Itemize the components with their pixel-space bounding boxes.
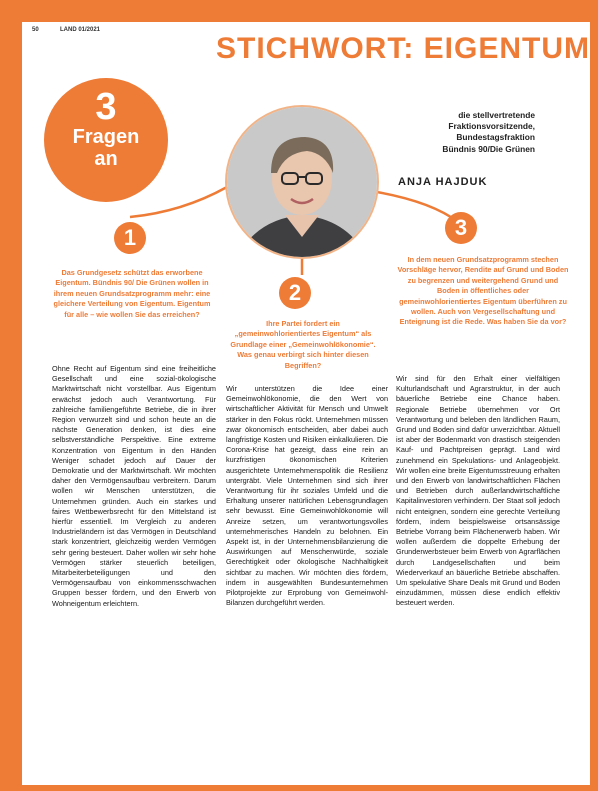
intro-line-1: die stellvertretende (458, 110, 535, 120)
question-number-1: 1 (114, 222, 146, 254)
section-title: STICHWORT: EIGENTUM (216, 32, 590, 65)
badge-number: 3 (95, 86, 117, 128)
magazine-page (22, 22, 590, 785)
page-number: 50 (32, 27, 39, 33)
intro-line-4: Bündnis 90/Die Grünen (442, 143, 535, 154)
question-1-text: Das Grundgesetz schützt das erworbene Eigentum. Bündnis 90/ Die Grünen wollen in ihrem neuen Grundsatzprogramm mehr: eine gleichere Verteilung von Eigentum. Eigentum für alle – wie wollen Sie das erreichen? (53, 268, 211, 319)
question-2-text: Ihre Partei fordert ein „gemeinwohlorientiertes Eigentum“ als Grundlage einer „Gemeinwohlökonomie“. Was genau verbirgt sich hinter diesen Begriffen? (230, 319, 376, 370)
three-questions-badge (44, 78, 168, 202)
intro-line-3: Bundestagsfraktion (456, 132, 535, 143)
answer-1-text: Ohne Recht auf Eigentum sind eine freiheitliche Gesellschaft und eine sozial-ökologische Marktwirtschaft nicht vorstellbar. Aus Eigentum erwächst jedoch auch Verantwortung. Für zahlreiche familiengeführte Betriebe, die in ihrer Region verwurzelt sind und schon heute an die nächste Generation denken, ist dies eine selbstverständliche Perspektive. Eine extreme Konzentration von Eigentum in den Händen Weniger schadet jedoch auf Dauer der Demokratie und der Marktwirtschaft. Wir möchten daher den Vermögensaufbau verbreitern. Darum wollen wir Menschen unterstützen, die Unternehmen gründen. Auch ein starkes und faires Wettbewerbsrecht für den Mittelstand ist hierfür essentiell. Im Vergleich zu anderen Industrieländern ist das Vermögen in Deutschland stark konzentriert, gleichzeitig werden Vermögen sehr gering besteuert. Daher wollen wir sehr hohe Vermögen stärker steuerlich beteiligen, Mitarbeiterbeteiligungen und den Vermögensaufbau von einkommensschwachen Gruppen besser fördern, und den Erwerb von Wohneigentum erleichtern. (52, 364, 216, 608)
interviewee-description (355, 110, 535, 155)
badge-word-an: an (94, 148, 118, 170)
question-3-text: In dem neuen Grundsatzprogramm stechen Vorschläge hervor, Rendite auf Grund und Boden zu begrenzen und weitergehend Grund und Boden in öffentliches oder gemeinwohlorientiertes Eigentum überführen zu wollen. Auch von Vergesellschaftung und Enteignung ist die Rede. Was haben Sie da vor? (397, 255, 569, 327)
intro-line-2: Fraktionsvorsitzende, (448, 121, 535, 132)
answer-2-text: Wir unterstützen die Idee einer Gemeinwohlökonomie, die den Wert von wirtschaftlicher Aktivität für Mensch und Umwelt stärker in den Fokus rückt. Unternehmen müssen zwar ökonomisch entscheiden, aber dabei auch langfristige Kosten und Risiken einkalkulieren. Die Corona-Krise hat gezeigt, dass eine rein an kurzfristigen ökonomischen Kriterien ausgerichtete Unternehmenspolitik die Resilienz untergräbt. Viele Unternehmen sind sich ihrer Verantwortung für ihr soziales Umfeld und die Erhaltung unserer natürlichen Lebensgrundlagen sehr bewusst. Eine Gemeinwohlökonomie will Anreize setzen, um verantwortungsvolles unternehmerisches Handeln zu belohnen. Ein Aspekt ist, in der Unternehmensbilanzierung die Auswirkungen auf Menschenwürde, soziale Gerechtigkeit oder ökologische Nachhaltigkeit sichtbar zu machen. Wir möchten dies fördern, indem in ausgewählten Bundesunternehmen Pilotprojekte zur Erprobung von Gemeinwohl-Bilanzen durchgeführt werden. (226, 384, 388, 608)
question-number-3: 3 (445, 212, 477, 244)
question-number-2: 2 (279, 277, 311, 309)
answer-3-text: Wir sind für den Erhalt einer vielfältigen Kulturlandschaft und Agrarstruktur, in der auch bäuerliche Betriebe eine Chance haben. Regionale Betriebe übernehmen vor Ort Verantwortung und beleben den ländlichen Raum, Grund und Boden sind dafür unverzichtbar. Aktuell ist aber der Bodenmarkt von drastisch steigenden Kauf- und Pachtpreisen geprägt. Land wird zunehmend ein Spekulations- und Anlageobjekt. Wir wollen eine breite Eigentumsstreuung erhalten und den Erwerb von landwirtschaftlichen Flächen und Betrieben durch außerlandwirtschaftliche Kapitalinvestoren verhindern. Der Staat soll jedoch nicht enteignen, sondern eine gerechte Verteilung fördern, indem beispielsweise ortsansässige Betriebe Vorrang beim Flächenerwerb haben. Wir wollen außerdem die doppelte Erhebung der Grunderwerbsteuer beim Erwerb von Agrarflächen durch Landgesellschaften und beim Wiederverkauf an bäuerliche Betriebe abschaffen. Um spekulative Share Deals mit Grund und Boden einzudämmen, müssen diese endlich effektiv besteuert werden. (396, 374, 560, 608)
interviewee-name: ANJA HAJDUK (398, 176, 488, 188)
running-header: LAND 01/2021 (60, 27, 101, 33)
badge-word-fragen: Fragen (72, 126, 140, 148)
